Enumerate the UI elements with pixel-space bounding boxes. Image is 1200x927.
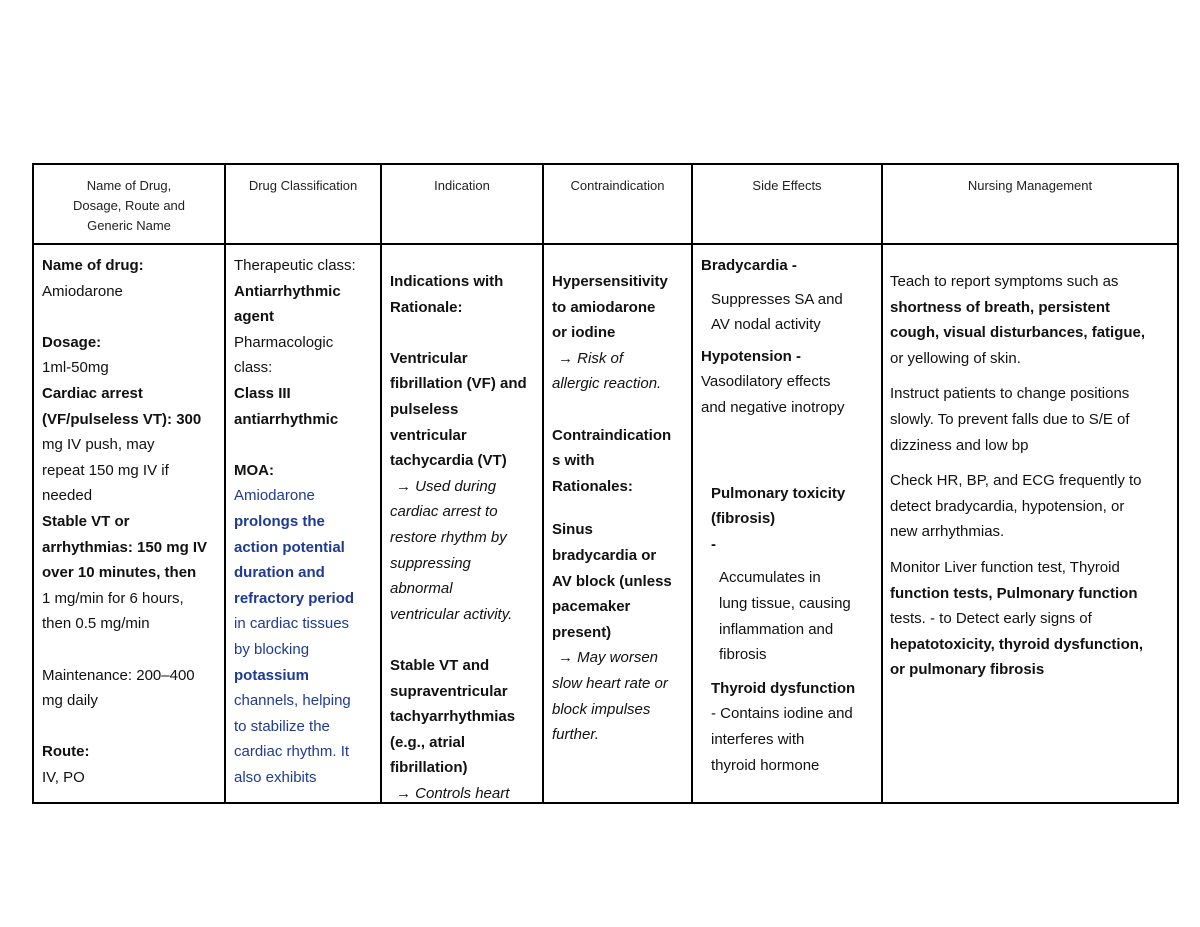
cell-nursing-management (883, 243, 1177, 802)
side-effect-title: Hypotension - (701, 347, 801, 365)
contraindication-title: bradycardia or (552, 546, 657, 564)
indication-title: tachycardia (VT) (390, 452, 507, 470)
cell-side-effects (693, 243, 883, 802)
nursing-line: Instruct patients to change positions (890, 385, 1130, 403)
name-label: Name of drug: (42, 257, 144, 274)
pharmacologic-label: Pharmacologic (234, 333, 334, 351)
cardiac-arrest-line: mg IV push, may (42, 436, 155, 454)
side-effect-desc: Accumulates in (719, 569, 821, 587)
side-effect-desc: Vasodilatory effects (701, 373, 831, 391)
contraindication-rationale: → May worsen (558, 649, 659, 667)
therapeutic-value: agent (234, 308, 275, 326)
contraindication-heading: s with (552, 452, 595, 470)
pharmacologic-value: Class III (234, 384, 291, 402)
contraindication-title: pacemaker (552, 598, 631, 616)
table-header-row (34, 165, 1177, 245)
moa-line: in cardiac tissues (234, 615, 350, 633)
header-name-of-drug: Name of Drug, Dosage, Route and Generic Name (34, 165, 226, 243)
indication-title: (e.g., atrial (390, 733, 466, 751)
cardiac-arrest-line: Cardiac arrest (42, 384, 143, 402)
indication-title: Stable VT and (390, 656, 490, 674)
header-nursing-management: Nursing Management (967, 178, 1093, 193)
side-effect-desc: lung tissue, causing (719, 594, 851, 612)
nursing-line: detect bradycardia, hypotension, or (890, 497, 1125, 515)
side-effect-title: Pulmonary toxicity (711, 484, 846, 502)
moa-line: action potential (234, 538, 345, 556)
cell-contraindication (544, 243, 693, 802)
indication-title: ventricular (390, 426, 467, 444)
contraindication-title: AV block (unless (552, 572, 672, 590)
contraindication-heading: Contraindication (552, 426, 672, 444)
indication-heading: Rationale: (390, 298, 463, 316)
nursing-line: or pulmonary fibrosis (890, 661, 1045, 679)
moa-line: potassium (234, 666, 310, 684)
header-side-effects: Side Effects (693, 165, 883, 243)
nursing-line: hepatotoxicity, thyroid dysfunction, (890, 635, 1144, 653)
indication-title: Ventricular (390, 349, 468, 367)
cardiac-arrest-line: repeat 150 mg IV if (42, 461, 169, 479)
stable-vt-line: 1 mg/min for 6 hours, (42, 589, 184, 607)
dosage-label: Dosage: (42, 333, 102, 351)
contraindication-title: Sinus (552, 521, 593, 539)
indication-title: tachyarrhythmias (390, 708, 516, 726)
nursing-line: cough, visual disturbances, fatigue, (890, 324, 1146, 342)
therapeutic-value: Antiarrhythmic (234, 282, 341, 300)
moa-line: refractory period (234, 589, 355, 607)
moa-line: cardiac rhythm. It (234, 743, 350, 761)
contraindication-rationale: allergic reaction. (552, 375, 662, 393)
contraindication-rationale: further. (552, 726, 599, 744)
stable-vt-line: then 0.5 mg/min (42, 615, 150, 633)
header-drug-classification: Drug Classification (226, 165, 382, 243)
nursing-line: or yellowing of skin. (890, 349, 1021, 367)
nursing-line: Teach to report symptoms such as (890, 273, 1119, 290)
indication-rationale: → Controls heart (396, 784, 510, 802)
side-effect-desc: - Contains iodine and (711, 705, 853, 723)
nursing-paragraph (890, 468, 1171, 545)
table-body-row (34, 243, 1177, 802)
indication-title: supraventricular (390, 682, 508, 700)
cell-indication (382, 243, 544, 802)
nursing-line: slowly. To prevent falls due to S/E of (890, 410, 1130, 428)
stable-vt-line: Stable VT or (42, 512, 130, 530)
drug-study-table (32, 163, 1179, 804)
nursing-line: function tests, Pulmonary function (890, 584, 1138, 602)
route-label: Route: (42, 743, 90, 761)
moa-label: MOA: (234, 461, 274, 479)
indication-rationale: abnormal (390, 580, 453, 598)
side-effect-desc: interferes with (711, 730, 805, 748)
indication-rationale: cardiac arrest to (390, 503, 498, 521)
side-effect-desc: inflammation and (719, 620, 834, 638)
contraindication-rationale: → Risk of (558, 349, 624, 367)
side-effect-title: Thyroid dysfunction (711, 679, 856, 697)
header-indication: Indication (382, 165, 544, 243)
indication-rationale: restore rhythm by (390, 528, 507, 546)
contraindication-title: to amiodarone (552, 298, 656, 316)
moa-line: prolongs the (234, 512, 325, 530)
indication-rationale: ventricular activity. (390, 605, 513, 623)
side-effect-desc: fibrosis (719, 646, 767, 664)
nursing-line: tests. - to Detect early signs of (890, 610, 1092, 628)
pharmacologic-value: antiarrhythmic (234, 410, 339, 428)
moa-line: by blocking (234, 640, 310, 658)
indication-title: fibrillation) (390, 759, 468, 777)
maintenance-line: mg daily (42, 692, 98, 710)
maintenance-line: Maintenance: 200–400 (42, 666, 195, 684)
moa-line: to stabilize the (234, 717, 330, 735)
contraindication-title: Hypersensitivity (552, 273, 668, 290)
nursing-paragraph (890, 269, 1171, 371)
moa-line: Amiodarone (234, 487, 315, 505)
dosage-value: 1ml-50mg (42, 359, 109, 377)
stable-vt-line: over 10 minutes, then (42, 564, 197, 582)
side-effect-desc: AV nodal activity (711, 316, 821, 334)
cardiac-arrest-line: needed (42, 487, 93, 505)
moa-line: also exhibits (234, 768, 317, 786)
side-effect-title: (fibrosis) (711, 510, 776, 528)
nursing-line: dizziness and low bp (890, 436, 1029, 454)
contraindication-rationale: block impulses (552, 700, 651, 718)
cell-drug-classification (226, 243, 382, 802)
header-contraindication: Contraindication (544, 165, 693, 243)
nursing-paragraph (890, 381, 1171, 458)
indication-heading: Indications with (390, 273, 504, 290)
indication-rationale: suppressing (390, 554, 471, 572)
indication-title: pulseless (390, 400, 459, 418)
nursing-line: Monitor Liver function test, Thyroid (890, 558, 1120, 576)
nursing-paragraph (890, 555, 1171, 683)
nursing-line: new arrhythmias. (890, 523, 1005, 541)
side-effect-desc: Suppresses SA and (711, 290, 843, 308)
contraindication-title: present) (552, 623, 612, 641)
moa-line: duration and (234, 564, 325, 582)
contraindication-rationale: slow heart rate or (552, 674, 668, 692)
pharmacologic-label: class: (234, 359, 273, 377)
moa-line: channels, helping (234, 692, 351, 710)
therapeutic-label: Therapeutic class: (234, 257, 356, 274)
indication-title: fibrillation (VF) and (390, 375, 527, 393)
side-effect-desc: thyroid hormone (711, 756, 820, 774)
cell-drug-name-dosage (34, 243, 226, 802)
nursing-line: shortness of breath, persistent (890, 298, 1111, 316)
stable-vt-line: arrhythmias: 150 mg IV (42, 538, 208, 556)
side-effect-title: - (711, 535, 716, 553)
cardiac-arrest-line: (VF/pulseless VT): 300 (42, 410, 202, 428)
route-value: IV, PO (42, 768, 85, 786)
side-effect-desc: and negative inotropy (701, 398, 845, 416)
contraindication-title: or iodine (552, 324, 616, 342)
name-value: Amiodarone (42, 282, 123, 300)
side-effect-title: Bradycardia - (701, 257, 797, 274)
indication-rationale: → Used during (396, 477, 497, 495)
contraindication-heading: Rationales: (552, 477, 633, 495)
nursing-line: Check HR, BP, and ECG frequently to (890, 472, 1142, 490)
